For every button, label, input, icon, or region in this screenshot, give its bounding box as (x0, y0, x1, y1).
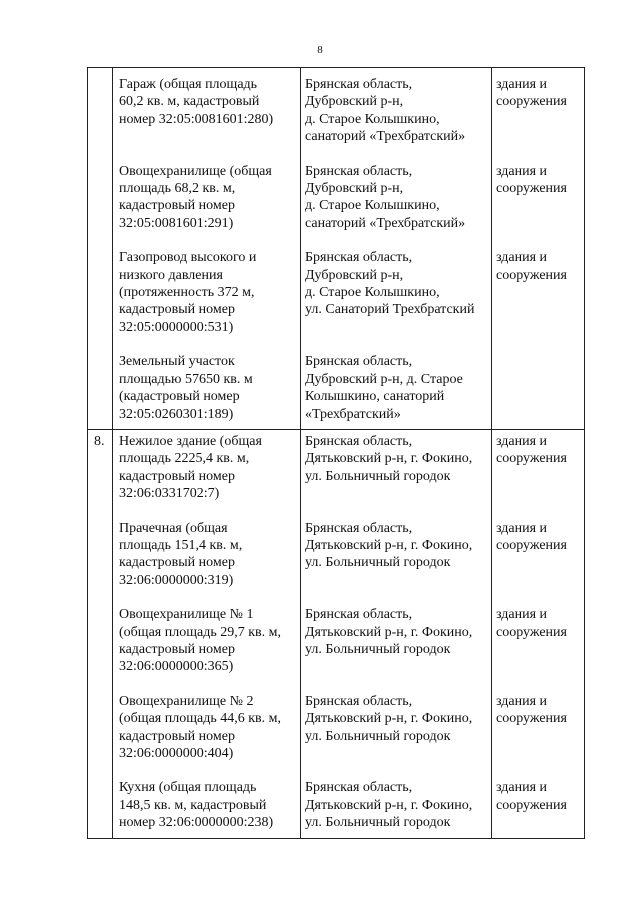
object-name-cell (113, 429, 301, 519)
address (301, 430, 491, 520)
table-row (88, 353, 585, 429)
object-name-line: Земельный участок (119, 354, 235, 370)
page-number: 8 (317, 44, 323, 56)
address-line: Колышкино, санаторий (305, 389, 445, 405)
object-name-line: 32:05:0000000:531) (119, 319, 234, 335)
table-row (88, 163, 585, 250)
address-line: Дубровский р-н, д. Старое (305, 371, 463, 387)
property-table-body (88, 68, 585, 839)
number-cell (88, 68, 113, 163)
object-type-line: здания и (496, 163, 548, 179)
object-name-cell (113, 520, 301, 607)
object-type-line: здания и (496, 520, 548, 536)
address-line: ул. Больничный городок (305, 641, 451, 657)
address-line: Дятьковский р-н, г. Фокино, (305, 797, 473, 813)
object-name (113, 779, 300, 837)
object-type-line: сооружения (496, 624, 567, 640)
object-type-cell (492, 353, 585, 429)
number-cell (88, 429, 113, 519)
address (301, 606, 491, 693)
address-line: Брянская область, (305, 163, 413, 179)
object-name-line: 32:06:0000000:319) (119, 572, 234, 588)
object-type-line: здания и (496, 433, 548, 449)
address-line: Брянская область, (305, 77, 413, 92)
address-line: Дубровский р-н, (305, 94, 404, 110)
object-type-line: сооружения (496, 537, 567, 553)
object-type-line: сооружения (496, 94, 567, 110)
object-name-line: площадь 151,4 кв. м, (119, 537, 243, 553)
object-type (492, 779, 584, 837)
address (301, 779, 491, 837)
address-line: Брянская область, (305, 354, 413, 370)
address-line: ул. Больничный городок (305, 468, 451, 484)
object-name-line: Овощехранилище № 1 (119, 607, 254, 623)
object-name (113, 606, 300, 693)
object-type-line: здания и (496, 250, 548, 266)
object-name (113, 249, 300, 353)
address-cell (301, 353, 492, 429)
address-line: санаторий «Трехбратский» (305, 129, 466, 145)
object-type-cell (492, 520, 585, 607)
address-line: Дятьковский р-н, г. Фокино, (305, 711, 473, 727)
object-name (113, 693, 300, 780)
object-type-cell (492, 249, 585, 353)
object-name-line: Прачечная (общая (119, 520, 228, 536)
address-line: «Трехбратский» (305, 406, 401, 422)
object-type-line: здания и (496, 77, 548, 92)
table-row (88, 249, 585, 353)
address-line: Дубровский р-н, (305, 181, 404, 197)
object-name-cell (113, 693, 301, 780)
address-line: Брянская область, (305, 250, 413, 266)
address (301, 163, 491, 250)
address (301, 693, 491, 780)
object-name-line: 32:05:0081601:291) (119, 215, 234, 231)
object-type-cell (492, 779, 585, 838)
address-line: ул. Больничный городок (305, 728, 451, 744)
object-name-cell (113, 779, 301, 838)
object-name-line: низкого давления (119, 267, 223, 283)
object-name-line: 32:06:0000000:404) (119, 746, 234, 761)
address-line: Брянская область, (305, 780, 413, 796)
object-type-cell (492, 606, 585, 693)
object-name-line: площадь 2225,4 кв. м, (119, 451, 250, 467)
address (301, 520, 491, 607)
number-cell (88, 353, 113, 429)
address-line: Дубровский р-н, (305, 267, 404, 283)
object-name (113, 353, 300, 429)
address-cell (301, 249, 492, 353)
object-name (113, 430, 300, 520)
address-line: ул. Больничный городок (305, 555, 451, 571)
address (301, 249, 491, 353)
object-name (113, 163, 300, 250)
object-type (492, 520, 584, 607)
object-name (113, 68, 300, 163)
object-type (492, 68, 584, 163)
object-name-line: кадастровый номер (119, 468, 235, 484)
table-row (88, 68, 585, 163)
object-name-line: 32:06:0331702:7) (119, 486, 220, 502)
number-cell (88, 163, 113, 250)
address-cell (301, 606, 492, 693)
object-type-line: сооружения (496, 797, 567, 813)
object-type-line: здания и (496, 607, 548, 623)
object-name-line: номер 32:06:0000000:238) (119, 815, 274, 831)
object-name-line: Газопровод высокого и (119, 250, 257, 266)
address (301, 68, 491, 163)
address-line: санаторий «Трехбратский» (305, 215, 466, 231)
object-type (492, 353, 584, 429)
object-type (492, 249, 584, 353)
object-name-line: Овощехранилище № 2 (119, 693, 254, 709)
object-name-line: площадь 68,2 кв. м, (119, 181, 236, 197)
object-name-line: 148,5 кв. м, кадастровый (119, 797, 267, 813)
address-cell (301, 520, 492, 607)
object-type (492, 430, 584, 520)
object-type-cell (492, 163, 585, 250)
address-cell (301, 779, 492, 838)
object-name-cell (113, 68, 301, 163)
object-name-cell (113, 606, 301, 693)
object-name-cell (113, 353, 301, 429)
address-line: Брянская область, (305, 693, 413, 709)
property-table (87, 67, 585, 839)
object-type-cell (492, 429, 585, 519)
object-type (492, 606, 584, 693)
object-name-line: кадастровый номер (119, 198, 235, 214)
object-name-line: (кадастровый номер (119, 389, 240, 405)
address-line: Брянская область, (305, 607, 413, 623)
number-cell (88, 606, 113, 693)
address-line: Дятьковский р-н, г. Фокино, (305, 451, 473, 467)
object-name-line: 32:06:0000000:365) (119, 659, 234, 675)
object-name-line: номер 32:05:0081601:280) (119, 111, 274, 127)
object-name-line: (общая площадь 44,6 кв. м, (119, 711, 281, 727)
object-name-line: кадастровый номер (119, 641, 235, 657)
object-type (492, 693, 584, 780)
object-type-line: сооружения (496, 267, 567, 283)
object-name-line: 60,2 кв. м, кадастровый (119, 94, 260, 110)
address-line: Брянская область, (305, 520, 413, 536)
object-type-line: здания и (496, 780, 548, 796)
address-cell (301, 693, 492, 780)
address-line: Дятьковский р-н, г. Фокино, (305, 624, 473, 640)
address-cell (301, 68, 492, 163)
object-type-cell (492, 68, 585, 163)
address-line: ул. Больничный городок (305, 815, 451, 831)
object-name-line: Кухня (общая площадь (119, 780, 257, 796)
object-name-cell (113, 163, 301, 250)
address-cell (301, 429, 492, 519)
object-name-line: кадастровый номер (119, 302, 235, 318)
table-row (88, 693, 585, 780)
object-type (492, 163, 584, 250)
table-row (88, 606, 585, 693)
object-type-line: сооружения (496, 181, 567, 197)
address-line: д. Старое Колышкино, (305, 198, 440, 214)
table-row (88, 429, 585, 519)
row-number: 8. (94, 433, 105, 449)
object-name-line: кадастровый номер (119, 555, 235, 571)
address-line: д. Старое Колышкино, (305, 111, 440, 127)
table-row (88, 779, 585, 838)
address-line: ул. Санаторий Трехбратский (305, 302, 475, 318)
address-line: Брянская область, (305, 433, 413, 449)
object-name-cell (113, 249, 301, 353)
number-cell (88, 779, 113, 838)
address-cell (301, 163, 492, 250)
address-line: Дятьковский р-н, г. Фокино, (305, 537, 473, 553)
object-name-line: Овощехранилище (общая (119, 163, 272, 179)
object-name-line: (протяженность 372 м, (119, 285, 255, 301)
object-name-line: 32:05:0260301:189) (119, 406, 234, 422)
object-type-cell (492, 693, 585, 780)
object-name (113, 520, 300, 607)
object-type-line: сооружения (496, 711, 567, 727)
object-name-line: Нежилое здание (общая (119, 433, 262, 449)
object-name-line: (общая площадь 29,7 кв. м, (119, 624, 281, 640)
table-row (88, 520, 585, 607)
object-type-line: сооружения (496, 451, 567, 467)
number-cell (88, 249, 113, 353)
object-name-line: кадастровый номер (119, 728, 235, 744)
object-name-line: площадью 57650 кв. м (119, 371, 253, 387)
number-cell (88, 693, 113, 780)
object-name-line: Гараж (общая площадь (119, 77, 258, 92)
number-cell (88, 520, 113, 607)
address (301, 353, 491, 429)
object-type-line: здания и (496, 693, 548, 709)
address-line: д. Старое Колышкино, (305, 285, 440, 301)
